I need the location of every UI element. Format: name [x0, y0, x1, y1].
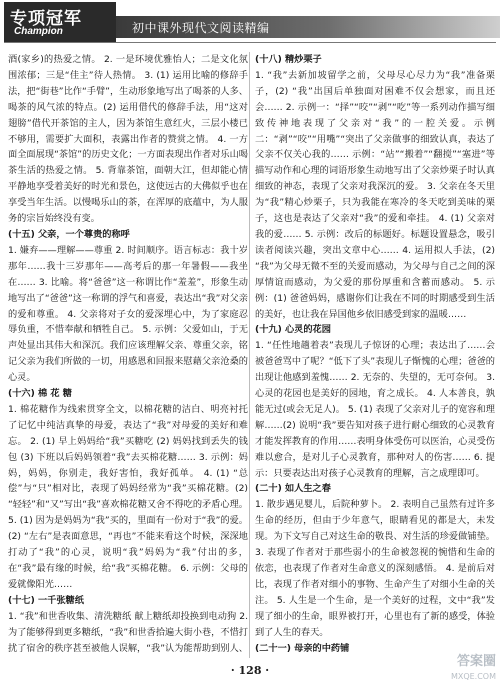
answer-paragraph: 1. 散步遇见婴儿，后院种萝卜。 2. 表明自己虽然有过许多生命的经历，但由于少年意气，眼睛看见的都是大，未发现。为下文写自己对这生命的敬畏、对生活的珍爱做铺垫。 3. 表现了作者对于那些弱小的生命被忽视的惋惜和生命的依恋，也表现了作者对生命意义的深刻感悟。 4. 是前后对比，表现了作者对细小的事物、生命产生了对细小生命的关注。 5. 人生是一个生命，是一个美好的过程，文中“我”发现了细小的生命，眼界被打开，心里也有了新的感受，体验到了人生的春天。: [255, 499, 495, 638]
answer-paragraph: 1. “我”去新加坡留学之前，父母尽心尽力为“我”准备栗子，(2) “我”出国后单独面对困难不仅会想家，而且还会…… 2. 示例一：“择”“咬”“剥”“吃”等一系列动作描写细致传神地表现了父亲对“我”的一腔关爱。示例二：“剥”“咬”“用嘴”“突出了父亲做事的细致认真，表达了父亲不仅关心我的…… 示例：“站”“搬着”“翻搅”“塞进”等描写动作和心理的词语形象生动地写出了父亲炒栗子时认真细致的神态，表现了父亲对我深沉的爱。 3. 父亲在冬天里为“我”精心炒栗子，只为我能在寒冷的冬天吃到美味的栗子，这也是表达了父亲对“我”的爱和牵挂。 4. (1) 父亲对我的爱…… 5. 示例：改后的标题好。标题设置悬念，吸引读者阅读兴趣，突出文章中心…… 4. 运用拟人手法，(2) “我”为父母无微不至的关爱而感动，为父母与自己之间的深厚情谊而感动，为父爱的那份厚重和含蓄而感动。 5. 示例：(1) 爸爸妈妈，感谢你们让我在不同的时期感受到生活的美好，也让我在异国他乡依旧感受到家的温暖……: [255, 69, 495, 320]
page-number: · 128 ·: [230, 664, 270, 677]
section-heading: (十七) 一千张糖纸: [8, 594, 84, 606]
header-rule: [4, 42, 496, 43]
answer-column-left: [8, 52, 248, 658]
logo-english-text: Champion: [14, 26, 63, 37]
book-title: 初中课外现代文阅读精编: [132, 21, 270, 35]
watermark-text: 答案圈: [456, 654, 496, 669]
section-heading: (十五) 父亲，一个尊贵的称呼: [8, 228, 130, 240]
column-divider: [249, 52, 250, 658]
brand-logo: [4, 2, 116, 42]
answer-paragraph: 1. “任性地趟着表”表现儿子惊讶的心理；表达出了……会被爸爸骂中了呢？“低下了头”表现儿子惭愧的心理；爸爸的出现让他感到羞愧…… 2. 无奈的、失望的，无可奈何。 3. 心灵的花园也是美好的园地，育之成长。 4. 人本善良，孰能无过(或会无足人)。 5. (1) 表现了父亲对儿子的宽容和理解……(2) 说明“我”要告知对孩子进行耐心细致的心灵教育才能发挥教育的作用……表明身体受伤可以医治，心灵受伤难以愈合，是对儿子心灵教育，那种对人的伤害…… 6. 提示：只要表达出对孩子心灵教育的理解，言之成理即可。: [255, 340, 495, 479]
logo-chinese-text: 专项冠军: [10, 9, 82, 29]
section-heading: (二十) 如人生之春: [255, 483, 331, 495]
answer-paragraph: 1. 棉花糖作为线索贯穿全文，以棉花糖的洁白、明亮衬托了记忆中纯洁真挚的母爱，表达了“我”对母爱的美好和难忘。 2. (1) 早上妈妈给“我”买糖吃 (2) 妈妈找到丢失的钱包 (3) 下班以后妈妈领着“我”去买棉花糖…… 3. 示例：妈妈，妈妈，你别走，我好害怕，我好孤单。 4. (1) “总偿”与“只”相对比，表现了妈妈经常为“我”买棉花糖。(2) “轻轻”和“又”写出“我”喜欢棉花糖又舍不得吃的矛盾心理。 5. (1) 因为是妈妈为“我”买的，里面有一份对于“我”的爱。(2) “左右”是表面意思，“再也”不能来看这个时候，深深地打动了“我”的心灵，说明“我”妈妈为“我”付出的多，在“我”最有缘的时候，给“我”买棉花糖。 6. 示例：父母的爱就像阳光……: [8, 403, 248, 590]
section-heading: (二十一) 母亲的中药铺: [255, 642, 350, 654]
section-heading: (十六) 棉 花 糖: [8, 388, 72, 400]
section-heading: (十九) 心灵的花园: [255, 324, 331, 336]
answer-paragraph: 1. 嫌弃——理解——尊重 2. 时间顺序。语言标志：我十岁那年……我十三岁那年——高考后的那一年暑假——我坐在…… 3. 比喻。将“爸爸”这一称谓比作“羞羞”，形象生动地写出了“爸爸”这一称谓的浮气和喜爱，表达出“我”对父亲的爱和尊重。 4. 父亲将对子女的爱深埋心中，为了家庭忍辱负重，不惜奉献和牺牲自己。 5. 示例：父爱如山，于无声处显出其伟大和深沉。我们应该理解父亲、尊重父亲，铭记父亲为我们所做的一切，用感恩和回报来慰藉父亲沧桑的心灵。: [8, 244, 248, 384]
answer-paragraph: 1. “我”和世香收集、清洗糖纸 献上糖纸却投换到电动狗 2. 为了能够得到更多糖纸，“我”和世香拾遍大街小巷，不惜打扰了宿舍的秩序甚至被他人误解，“我”认为能帮助到别人、: [8, 610, 248, 654]
title-band: [116, 16, 500, 38]
site-watermark: [420, 655, 496, 687]
watermark-domain: MXQE.COM: [450, 672, 496, 681]
section-heading: (十八) 精炒栗子: [255, 54, 322, 65]
page-header: [0, 0, 500, 60]
answer-paragraph: 酒(家乡)的热爱之情。 2. 一是环境优雅怡人；二是文化氛围浓郁；三是“佳主”待人热情。 3. (1) 运用比喻的修辞手法，把“街巷”比作“手臂”，生动形象地写出了喝茶的人多、喝茶的风气浓的特点。(2) 运用借代的修辞手法，用“这对翅膀”借代开茶馆的主人，因为茶馆生意红火，三层小楼已不够用，需要扩大面积，表露出作者的赞赏之情。 4. 一方面全面展现“茶馆”的历史文化；一方面表现出作者对乐山喝茶生活的热爱之情。 5. 背靠茶馆，面朝大江，但却能心情平静地享受着美好的时光和景色，这使远古的大佛似乎也在享受当年生活。以慢喝乐山的茶，在浑厚的底蕴中，为人服务的宗旨始终没有变。: [8, 54, 248, 225]
answer-column-right: [255, 52, 495, 658]
